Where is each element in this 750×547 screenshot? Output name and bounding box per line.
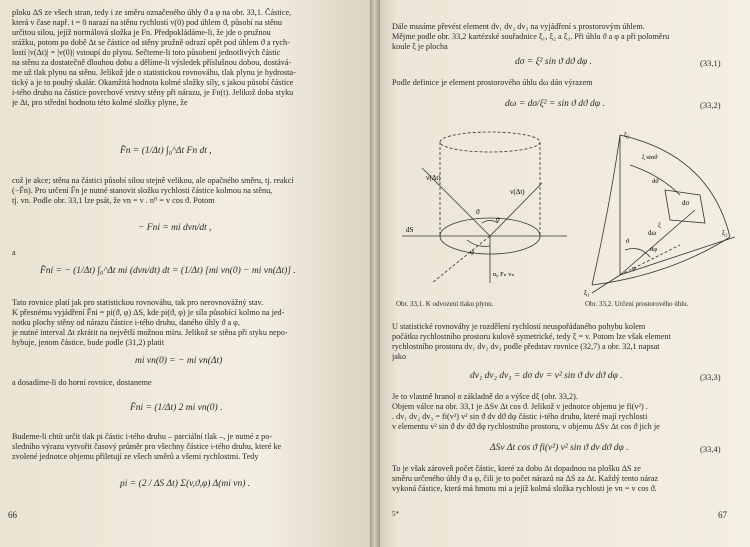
equation-particle-count: ΔSv Δt cos ϑ fi(v²) v² sin ϑ dv dϑ dφ . bbox=[490, 443, 629, 453]
equation-number: (33,3) bbox=[700, 372, 721, 382]
fig2-label: ξ bbox=[658, 222, 661, 229]
text-line: tj. vn. Podle obr. 33,1 lze psát, že vn = v . n⁰ = v cos ϑ. Potom bbox=[12, 196, 215, 205]
fig1-label: n₀ Fₙ vₙ bbox=[493, 271, 515, 278]
text-line: me už tlak plynu na stěnu. Jelikož jde o statistickou rovnováhu, tlak plynu je hydrosta- bbox=[12, 68, 296, 77]
text-line: zvolené jednotce objemu přiletují ze všech směrů a všemi rychlostmi. Tedy bbox=[12, 452, 259, 461]
text-line: na stěnu za dostatečně dlouhou dobu a dělíme-li výsledek příslušnou dobou, dostává- bbox=[12, 58, 292, 67]
signature-mark: 5* bbox=[392, 510, 399, 518]
figure-caption: Obr. 33,2. Určení prostorového úhlu. bbox=[585, 300, 689, 308]
fig2-label: dσ bbox=[682, 199, 690, 207]
text-line: To je však zároveň počet částic, které za dobu Δt dopadnou na plošku ΔS ze bbox=[392, 464, 641, 473]
page-number-left: 66 bbox=[8, 510, 17, 520]
text-line: je Δt, pro střední hodnotu této kolmé složky plyne, že bbox=[12, 98, 188, 107]
text-line: srážku, potom po době Δt se částice od stěny pružně odrazí opět pod úhlem ϑ a rych- bbox=[12, 38, 290, 47]
text-line: Budeme-li chtít určit tlak pi částic i-tého druhu – parciální tlak –, je nutné z po- bbox=[12, 432, 273, 441]
text-line: je nutné interval Δt zkrátit na největší možnou míru. Jelikož se stěna při styku nepo- bbox=[12, 328, 288, 337]
text-line: počátku rychlostního prostoru kulově symetrické, tedy ξ = v. Potom lze však element bbox=[392, 332, 671, 341]
text-line: Je to vlastně hranol o základně dσ a výšce dξ (obr. 33,2). bbox=[392, 392, 578, 401]
text-line: K přesnému vyjádření F̄ni = pi(ϑ, φ) ΔS, kde pi(ϑ, φ) je síla působící kolmo na jed- bbox=[12, 308, 285, 317]
fig2-label: dω bbox=[648, 229, 657, 237]
conjunction-label: a bbox=[12, 248, 16, 257]
fig2-label: dφ bbox=[650, 246, 658, 253]
fig2-label: dϑ bbox=[652, 178, 659, 185]
equation-elastic: mi vn(0) = − mi vn(Δt) bbox=[135, 356, 223, 366]
text-line: ploku ΔS ze všech stran, tedy i ze směru označeného úhly ϑ a φ na obr. 33,1. Částice, bbox=[12, 8, 292, 17]
text-line: koule ξ je plocha bbox=[392, 42, 448, 51]
equation-solid-angle: dω = dσ/ξ² = sin ϑ dϑ dφ . bbox=[505, 99, 605, 109]
text-line: Objem válce na obr. 33,1 je ΔSv Δt cos ϑ. Jelikož v jednotce objemu je fi(v²) . bbox=[392, 402, 648, 411]
equation-force-final: F̄ni = (1/Δt) 2 mi vn(0) . bbox=[130, 403, 223, 413]
fig2-label: ξ₂ bbox=[722, 229, 728, 237]
fig1-label: ϑ bbox=[476, 208, 480, 216]
text-line: Mějme podle obr. 33,2 kartézské souřadnice ξ₁, ξ₂ a ξ₃. Při úhlu ϑ a φ a při poloměru bbox=[392, 32, 670, 41]
fig1-label: v(Δt) bbox=[426, 174, 441, 182]
text-line: vykoná částice, která má hmotu mi a jejíž kolmá složka rychlosti je vn = v cos ϑ. bbox=[392, 484, 657, 493]
page-number-right: 67 bbox=[718, 510, 727, 520]
fig2-label: ξ sinϑ bbox=[642, 154, 658, 161]
text-line: (−F̄n). Pro určení F̄n je nutné stanovit složku rychlosti částice kolmou na stěnu, bbox=[12, 186, 273, 195]
text-line: tický a je to pouhý skalár. Okamžitá hodnota kolmé složky síly, s jakou působí částice bbox=[12, 78, 294, 87]
equation-area-element: dσ = ξ² sin ϑ dϑ dφ . bbox=[515, 57, 592, 67]
text-line: lostí |v(Δt)| = |v(0)| vstoupí do plynu. Sečteme-li toto působení jednotlivých částic bbox=[12, 48, 281, 57]
text-line: Podle definice je element prostorového úhlu dω dán výrazem bbox=[392, 78, 593, 87]
fig2-label: ξ₃ bbox=[624, 131, 630, 139]
equation-mean-force: F̄n = (1/Δt) ∫₀^Δt Fn dt , bbox=[120, 146, 212, 156]
equation-reaction: − Fni = mi dvn/dt , bbox=[138, 223, 212, 233]
fig1-label: dS bbox=[406, 226, 414, 234]
figure-caption: Obr. 33,1. K odvození tlaku plynu. bbox=[396, 300, 494, 308]
text-line: která v čase např. t = 0 narazí na stěnu rychlostí v(0) pod úhlem ϑ, působí na stěnu bbox=[12, 18, 282, 27]
equation-partial-pressure: pi = (2 / ΔS Δt) Σ(v,ϑ,φ) Δ(mi vn) . bbox=[120, 479, 251, 489]
book-gutter bbox=[370, 0, 380, 547]
text-line: sledního výrazu vytvořit časový průměr pro všechny částice i-tého druhu, které ke bbox=[12, 442, 282, 451]
text-line: Dále musíme převést element dv₁ dv₂ dv₃ na vyjádření s prostorovým úhlem. bbox=[392, 22, 645, 31]
text-line: směru určeného úhly ϑ a φ, čili je to počet nárazů na ΔS za Δt. Každý tento náraz bbox=[392, 474, 658, 483]
fig1-label: v(Δt) bbox=[510, 188, 525, 196]
text-line: U statistické rovnováhy je rozdělení rychlostí neuspořádaného pohybu kolem bbox=[392, 322, 646, 331]
equation-number: (33,2) bbox=[700, 100, 721, 110]
text-line: a dosadíme-li do horní rovnice, dostaneme bbox=[12, 378, 152, 387]
fig2-label: ϑ bbox=[626, 238, 630, 245]
text-line: . dv₁ dv₂ dv₃ = fi(v²) v² sin ϑ dv dϑ dφ částic i-tého druhu, které mají rychlosti bbox=[392, 412, 648, 421]
figure-gas-pressure bbox=[392, 128, 572, 298]
equation-number: (33,4) bbox=[700, 444, 721, 454]
text-line: určitou silou, jejíž normálová složka je Fn. Předpokládáme-li, že jde o pružnou bbox=[12, 28, 271, 37]
text-line: Tato rovnice platí jak pro statistickou rovnováhu, tak pro nerovnovážný stav. bbox=[12, 298, 264, 307]
text-line: i-tého druhu na částice povrchové vrstvy stěny při nárazu, je Fn(t). Jelikož doba styku bbox=[12, 88, 294, 97]
text-line: jako bbox=[392, 352, 407, 361]
equation-integral-force: F̄ni = − (1/Δt) ∫₀^Δt mi (dvn/dt) dt = (1/Δt) [mi vn(0) − mi vn(Δt)] . bbox=[40, 266, 296, 276]
text-line: notku plochy stěny od nárazu částice i-tého druhu, daného úhly ϑ a φ, bbox=[12, 318, 240, 327]
equation-number: (33,1) bbox=[700, 58, 721, 68]
text-line: v elementu v² sin ϑ dv dϑ dφ rychlostního prostoru, v objemu ΔSv Δt cos ϑ jich je bbox=[392, 422, 660, 431]
equation-velocity-element: dv₁ dv₂ dv₃ = dσ dv = v² sin ϑ dv dϑ dφ . bbox=[470, 371, 623, 381]
text-line: rychlostního prostoru dv₁ dv₂ dv₃ podle představ rovnice (32,7) a obr. 32,1 napsat bbox=[392, 342, 660, 351]
text-line: hybuje, jenom částice, bude podle (31,2) platit bbox=[12, 338, 165, 347]
figure-solid-angle bbox=[570, 125, 740, 300]
text-line: což je akce; stěna na částici působí silou stejně velikou, ale opačného směru, tj. reakcí bbox=[12, 176, 294, 185]
fig1-label: ϑ bbox=[496, 216, 500, 224]
fig1-label: φ bbox=[470, 248, 475, 256]
fig2-label: ξ₁ bbox=[584, 289, 590, 297]
fig2-label: φ bbox=[632, 265, 636, 272]
